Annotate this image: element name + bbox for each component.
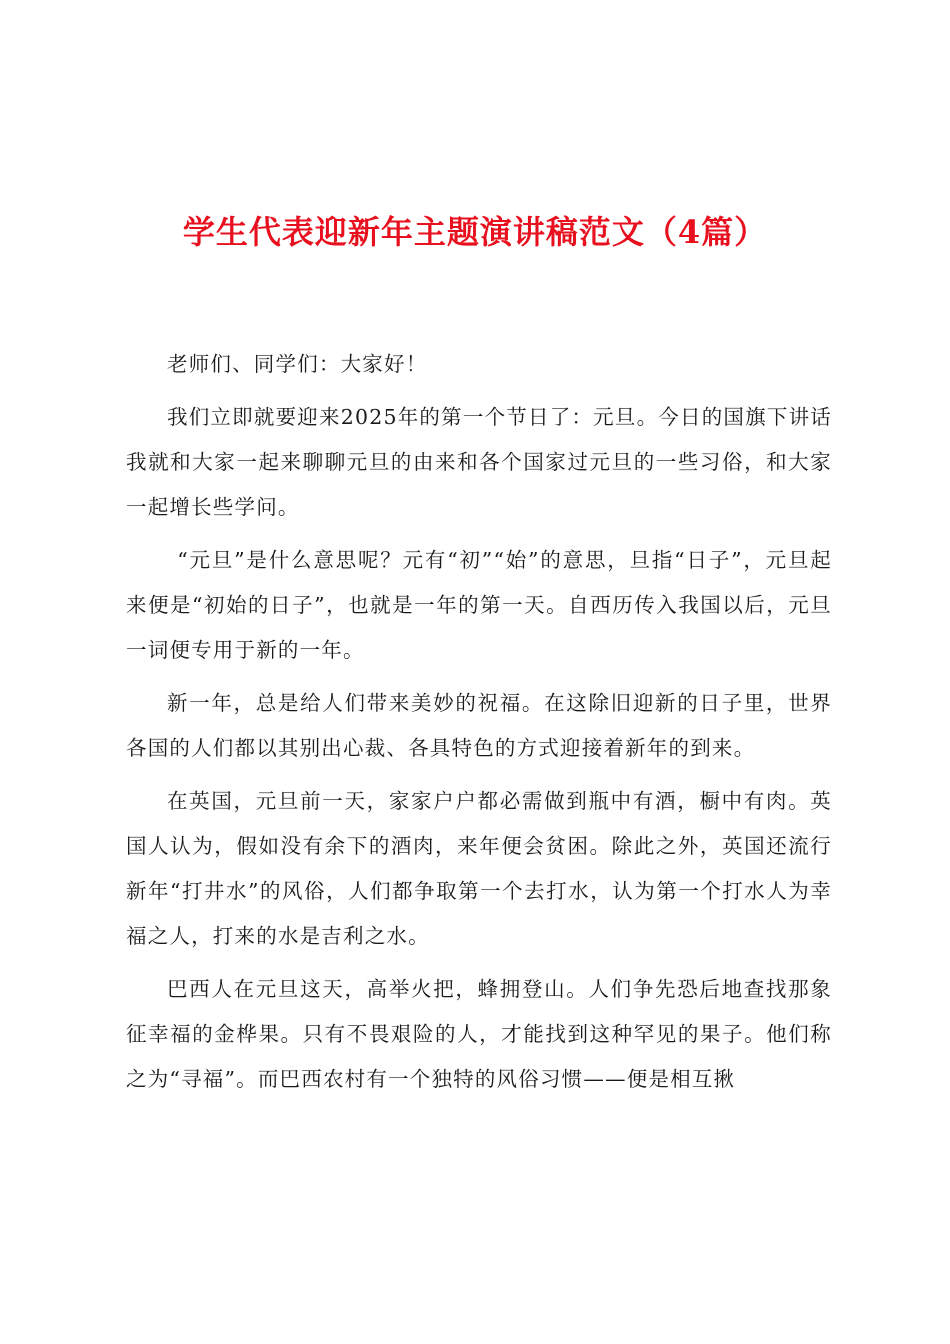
paragraph-brazil: 巴西人在元旦这天，高举火把，蜂拥登山。人们争先恐后地查找那象征幸福的金桦果。只有不畏艰险的人，才能找到这种罕见的果子。他们称之为“寻福”。而巴西农村有一个独特的风俗习惯——便是相互揪 — [126, 977, 832, 1091]
paragraph-new-year: 新一年，总是给人们带来美妙的祝福。在这除旧迎新的日子里，世界各国的人们都以其别出心裁、各具特色的方式迎接着新年的到来。 — [126, 691, 832, 760]
paragraph-meaning: “元旦”是什么意思呢？元有“初”“始”的意思，旦指“日子”，元旦起来便是“初始的日子”，也就是一年的第一天。自西历传入我国以后，元旦一词便专用于新的一年。 — [126, 548, 832, 662]
document-body — [126, 342, 832, 1110]
paragraph-intro: 我们立即就要迎来2025年的第一个节日了：元旦。今日的国旗下讲话我就和大家一起来聊聊元旦的由来和各个国家过元旦的一些习俗，和大家一起增长些学问。 — [126, 405, 832, 519]
document-title: 学生代表迎新年主题演讲稿范文（4篇） — [182, 213, 768, 251]
paragraph-england: 在英国，元旦前一天，家家户户都必需做到瓶中有酒，橱中有肉。英国人认为，假如没有余下的酒肉，来年便会贫困。除此之外，英国还流行新年“打井水”的风俗，人们都争取第一个去打水，认为第一个打水人为幸福之人，打来的水是吉利之水。 — [126, 789, 832, 948]
paragraph-greeting: 老师们、同学们：大家好！ — [167, 352, 428, 376]
